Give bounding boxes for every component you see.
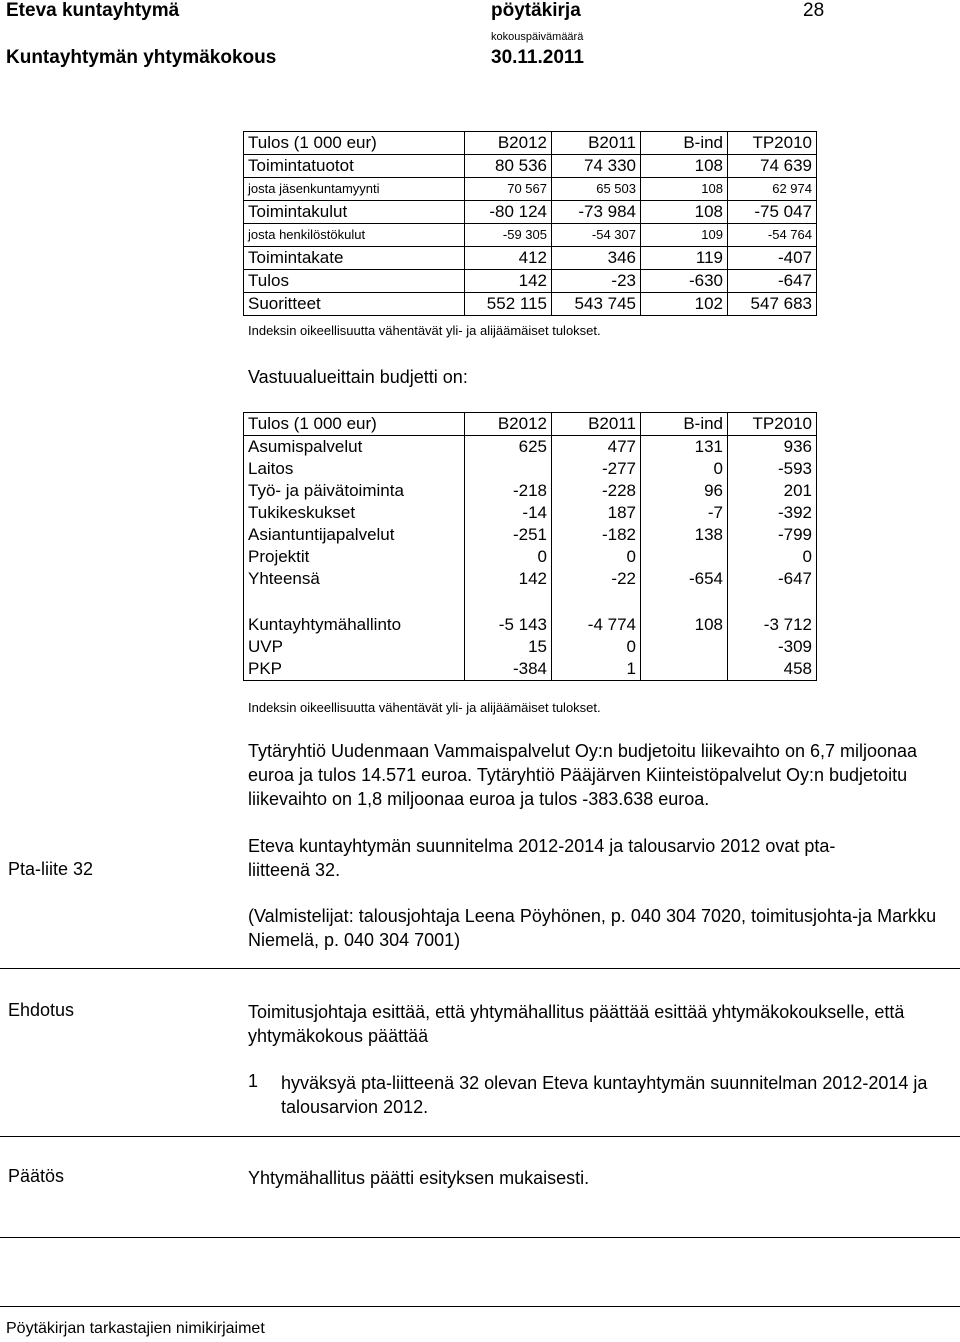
table-cell: 0 [552, 636, 641, 658]
table-cell [552, 590, 641, 614]
row-label: Toimintakulut [244, 201, 465, 224]
section-divider [0, 968, 960, 969]
table-cell: -14 [465, 502, 552, 524]
table-cell: -75 047 [728, 201, 817, 224]
table-cell: -309 [728, 636, 817, 658]
table-cell [641, 546, 728, 568]
appendix-paragraph: Eteva kuntayhtymän suunnitelma 2012-2014 ja talousarvio 2012 ovat pta-liitteenä 32. [248, 836, 836, 880]
table-cell: -630 [641, 270, 728, 293]
table-cell [465, 590, 552, 614]
row-label [244, 590, 465, 614]
table-cell: 138 [641, 524, 728, 546]
table-cell: -277 [552, 458, 641, 480]
table-cell: 142 [465, 568, 552, 590]
table-row [244, 155, 817, 178]
proposal-label: Ehdotus [8, 1000, 75, 1020]
table-cell: -54 764 [728, 224, 817, 247]
row-label: Projektit [244, 546, 465, 568]
table-row [244, 458, 817, 480]
table-row [244, 546, 817, 568]
table-row [244, 293, 817, 316]
table-cell: 74 639 [728, 155, 817, 178]
table-cell: 65 503 [552, 178, 641, 201]
row-label: Toimintakate [244, 247, 465, 270]
table-cell: 458 [728, 658, 817, 681]
table-cell: 547 683 [728, 293, 817, 316]
table-cell: 102 [641, 293, 728, 316]
table-cell: 96 [641, 480, 728, 502]
preparers-paragraph: (Valmistelijat: talousjohtaja Leena Pöyhönen, p. 040 304 7020, toimitusjohta-ja Markku Niemelä, p. 040 304 7001) [248, 906, 937, 950]
column-header: B-ind [641, 132, 728, 155]
column-header: B2012 [465, 413, 552, 436]
row-label: Tukikeskukset [244, 502, 465, 524]
table-cell: -799 [728, 524, 817, 546]
subsidiaries-paragraph: Tytäryhtiö Uudenmaan Vammaispalvelut Oy:n budjetoitu liikevaihto on 6,7 miljoonaa euroa ja tulos 14.571 euroa. Tytäryhtiö Pääjärven Kiinteistöpalvelut Oy:n budjetoitu liikevaihto on 1,8 miljoonaa euroa ja tulos -383.638 euroa. [248, 741, 918, 809]
table-row [244, 636, 817, 658]
proposal-item-text: hyväksyä pta-liitteenä 32 olevan Eteva kuntayhtymän suunnitelman 2012-2014 ja talousarvion 2012. [281, 1073, 928, 1117]
table-cell: 936 [728, 436, 817, 459]
table-header-row [244, 132, 817, 155]
column-header: TP2010 [728, 132, 817, 155]
proposal-item-number: 1 [248, 1071, 259, 1091]
table-cell: -407 [728, 247, 817, 270]
budget-summary-table [243, 131, 817, 316]
table-cell: -384 [465, 658, 552, 681]
section-title: Vastuualueittain budjetti on: [248, 367, 468, 387]
row-label: Suoritteet [244, 293, 465, 316]
table-cell: 131 [641, 436, 728, 459]
table-row [244, 502, 817, 524]
table-cell: -228 [552, 480, 641, 502]
table-cell: 74 330 [552, 155, 641, 178]
table-cell: -647 [728, 270, 817, 293]
table-cell: 477 [552, 436, 641, 459]
table-cell: -54 307 [552, 224, 641, 247]
table-cell [641, 590, 728, 614]
table-cell: 80 536 [465, 155, 552, 178]
table-cell [728, 590, 817, 614]
table-cell: -23 [552, 270, 641, 293]
column-header: B2011 [552, 132, 641, 155]
section-divider [0, 1237, 960, 1238]
row-label: josta henkilöstökulut [244, 224, 465, 247]
table-cell: 0 [465, 546, 552, 568]
table-cell: 625 [465, 436, 552, 459]
table-cell: -5 143 [465, 614, 552, 636]
table-cell: 543 745 [552, 293, 641, 316]
document-type: pöytäkirja [491, 0, 581, 21]
table-cell: -4 774 [552, 614, 641, 636]
meeting-name: Kuntayhtymän yhtymäkokous [6, 47, 277, 68]
date-label: kokouspäivämäärä [491, 31, 584, 43]
row-label: Yhteensä [244, 568, 465, 590]
table2-note: Indeksin oikeellisuutta vähentävät yli- ja alijäämäiset tulokset. [248, 700, 601, 715]
table-header-row [244, 413, 817, 436]
table-cell: 0 [728, 546, 817, 568]
table-cell: 0 [552, 546, 641, 568]
table-cell: -73 984 [552, 201, 641, 224]
row-label: UVP [244, 636, 465, 658]
table-row [244, 658, 817, 681]
row-label: Laitos [244, 458, 465, 480]
meeting-date: 30.11.2011 [491, 47, 584, 68]
table-cell: -22 [552, 568, 641, 590]
table-row [244, 614, 817, 636]
table-cell: 142 [465, 270, 552, 293]
table-row [244, 247, 817, 270]
table-cell: 346 [552, 247, 641, 270]
table-cell: -392 [728, 502, 817, 524]
column-header: B2012 [465, 132, 552, 155]
appendix-label: Pta-liite 32 [8, 859, 94, 879]
table-cell: 187 [552, 502, 641, 524]
footer-text: Pöytäkirjan tarkastajien nimikirjaimet [6, 1320, 265, 1337]
table-cell: -593 [728, 458, 817, 480]
table-cell: -3 712 [728, 614, 817, 636]
table-row [244, 568, 817, 590]
table1-note: Indeksin oikeellisuutta vähentävät yli- ja alijäämäiset tulokset. [248, 323, 601, 338]
table-row [244, 590, 817, 614]
column-header: Tulos (1 000 eur) [244, 413, 465, 436]
table-row [244, 178, 817, 201]
table-cell: 108 [641, 178, 728, 201]
table-cell: 552 115 [465, 293, 552, 316]
table-cell: -59 305 [465, 224, 552, 247]
row-label: josta jäsenkuntamyynti [244, 178, 465, 201]
row-label: Toimintatuotot [244, 155, 465, 178]
table-cell: -182 [552, 524, 641, 546]
row-label: Asiantuntijapalvelut [244, 524, 465, 546]
table-cell: -80 124 [465, 201, 552, 224]
table-cell: 15 [465, 636, 552, 658]
table-cell: -654 [641, 568, 728, 590]
table-cell: -251 [465, 524, 552, 546]
column-header: B-ind [641, 413, 728, 436]
table-cell: 0 [641, 458, 728, 480]
table-cell: 109 [641, 224, 728, 247]
row-label: Työ- ja päivätoiminta [244, 480, 465, 502]
table-row [244, 436, 817, 459]
footer-divider [0, 1306, 960, 1307]
table-cell [641, 636, 728, 658]
section-divider [0, 1136, 960, 1137]
table-row [244, 524, 817, 546]
table-cell [465, 458, 552, 480]
row-label: Asumispalvelut [244, 436, 465, 459]
table-cell: -218 [465, 480, 552, 502]
column-header: B2011 [552, 413, 641, 436]
table-cell [641, 658, 728, 681]
table-cell: 70 567 [465, 178, 552, 201]
table-cell: 201 [728, 480, 817, 502]
table-row [244, 224, 817, 247]
column-header: TP2010 [728, 413, 817, 436]
row-label: Kuntayhtymähallinto [244, 614, 465, 636]
column-header: Tulos (1 000 eur) [244, 132, 465, 155]
row-label: PKP [244, 658, 465, 681]
decision-label: Päätös [8, 1166, 65, 1186]
decision-text: Yhtymähallitus päätti esityksen mukaisesti. [248, 1168, 590, 1188]
org-name: Eteva kuntayhtymä [6, 0, 180, 21]
table-cell: 108 [641, 201, 728, 224]
page-number: 28 [803, 0, 825, 21]
table-row [244, 480, 817, 502]
table-cell: 108 [641, 614, 728, 636]
responsibility-area-table [243, 412, 817, 681]
proposal-text: Toimitusjohtaja esittää, että yhtymähallitus päättää esittää yhtymäkokoukselle, että yhtymäkokous päättää [248, 1002, 905, 1046]
table-cell: 62 974 [728, 178, 817, 201]
table-row [244, 270, 817, 293]
table-cell: 1 [552, 658, 641, 681]
table-cell: 412 [465, 247, 552, 270]
table-cell: 108 [641, 155, 728, 178]
table-cell: -647 [728, 568, 817, 590]
table-row [244, 201, 817, 224]
table-cell: -7 [641, 502, 728, 524]
row-label: Tulos [244, 270, 465, 293]
table-cell: 119 [641, 247, 728, 270]
